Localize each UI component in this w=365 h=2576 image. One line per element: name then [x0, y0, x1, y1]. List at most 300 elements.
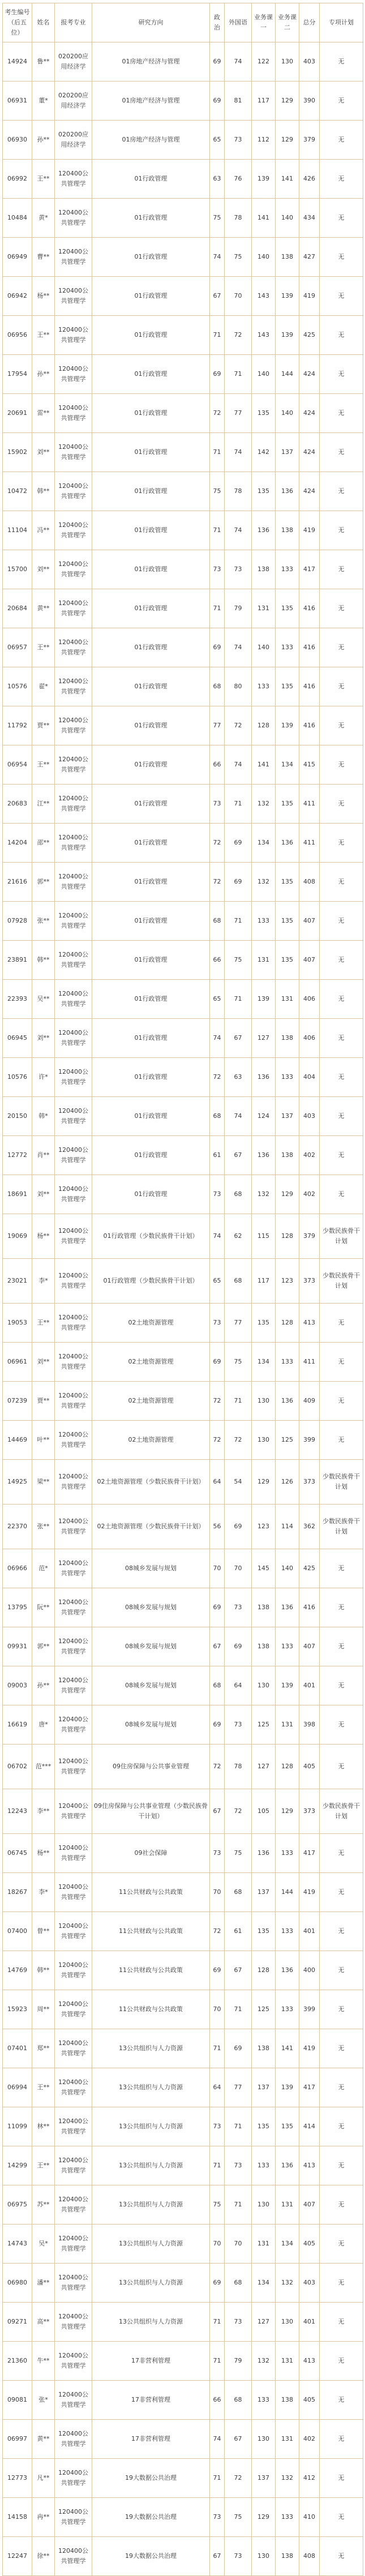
cell-name: 刘**	[32, 1019, 55, 1058]
cell-candidate-id: 20691	[3, 394, 32, 433]
cell-special-plan: 无	[320, 2146, 363, 2185]
cell-politics: 72	[210, 1382, 225, 1421]
cell-subject-2: 135	[276, 941, 299, 980]
cell-major: 120400公共管理学	[55, 550, 92, 589]
cell-name: 阮**	[32, 1588, 55, 1627]
cell-total: 401	[299, 2303, 320, 2342]
cell-foreign-language: 75	[225, 238, 252, 277]
cell-subject-1: 135	[252, 2107, 276, 2146]
cell-candidate-id: 06997	[3, 2420, 32, 2459]
table-row	[3, 82, 363, 121]
cell-politics: 65	[210, 1259, 225, 1304]
cell-total: 398	[299, 1705, 320, 1745]
cell-special-plan: 无	[320, 2498, 363, 2537]
cell-subject-2: 133	[276, 550, 299, 589]
cell-subject-2: 136	[276, 1588, 299, 1627]
cell-subject-1: 132	[252, 1175, 276, 1214]
cell-subject-2: 131	[276, 2342, 299, 2381]
cell-research-direction: 11公共财政与公共政策	[92, 1951, 210, 1990]
header-subject-1: 业务课一	[252, 3, 276, 42]
cell-subject-1: 136	[252, 1058, 276, 1097]
cell-major: 120400公共管理学	[55, 2498, 92, 2537]
cell-subject-2: 131	[276, 2420, 299, 2459]
table-row	[3, 1136, 363, 1175]
table-row	[3, 2146, 363, 2185]
cell-total: 416	[299, 628, 320, 667]
cell-politics: 68	[210, 1097, 225, 1136]
cell-major: 120400公共管理学	[55, 1382, 92, 1421]
cell-major: 120400公共管理学	[55, 785, 92, 824]
cell-total: 417	[299, 2068, 320, 2107]
cell-foreign-language: 74	[225, 628, 252, 667]
table-row	[3, 2498, 363, 2537]
cell-candidate-id: 15700	[3, 550, 32, 589]
table-row	[3, 1304, 363, 1343]
cell-politics: 73	[210, 1175, 225, 1214]
cell-name: 潘**	[32, 2264, 55, 2303]
cell-name: 郭**	[32, 863, 55, 902]
cell-foreign-language: 70	[225, 277, 252, 316]
cell-research-direction: 01行政管理	[92, 785, 210, 824]
table-row	[3, 980, 363, 1019]
cell-subject-2: 130	[276, 2303, 299, 2342]
cell-foreign-language: 67	[225, 2420, 252, 2459]
cell-special-plan: 无	[320, 980, 363, 1019]
cell-special-plan: 无	[320, 824, 363, 863]
cell-foreign-language: 70	[225, 1549, 252, 1588]
table-row	[3, 1343, 363, 1382]
cell-subject-2: 132	[276, 2459, 299, 2498]
cell-research-direction: 13公共组织与人力资源	[92, 2068, 210, 2107]
cell-major: 120400公共管理学	[55, 1214, 92, 1259]
cell-name: 唐*	[32, 1705, 55, 1745]
table-row	[3, 121, 363, 160]
cell-candidate-id: 06745	[3, 1834, 32, 1873]
cell-foreign-language: 78	[225, 1745, 252, 1789]
cell-major: 120400公共管理学	[55, 2303, 92, 2342]
cell-name: 王**	[32, 2146, 55, 2185]
cell-subject-2: 136	[276, 472, 299, 511]
cell-name: 许*	[32, 1058, 55, 1097]
cell-major: 120400公共管理学	[55, 1745, 92, 1789]
cell-subject-1: 128	[252, 1951, 276, 1990]
cell-name: 张**	[32, 902, 55, 941]
cell-name: 杨**	[32, 277, 55, 316]
cell-subject-1: 127	[252, 2303, 276, 2342]
table-row	[3, 1058, 363, 1097]
cell-candidate-id: 10484	[3, 199, 32, 238]
cell-total: 416	[299, 667, 320, 706]
cell-major: 120400公共管理学	[55, 199, 92, 238]
cell-politics: 71	[210, 316, 225, 355]
cell-name: 邵**	[32, 824, 55, 863]
cell-foreign-language: 69	[225, 2029, 252, 2068]
cell-name: 范*	[32, 1549, 55, 1588]
cell-subject-2: 141	[276, 160, 299, 199]
cell-subject-2: 138	[276, 1136, 299, 1175]
header-foreign-language: 外国语	[225, 3, 252, 42]
cell-research-direction: 02土地资源管理	[92, 1421, 210, 1460]
cell-subject-1: 135	[252, 472, 276, 511]
cell-candidate-id: 06961	[3, 1343, 32, 1382]
cell-research-direction: 01行政管理	[92, 394, 210, 433]
cell-subject-2: 133	[276, 1343, 299, 1382]
cell-major: 120400公共管理学	[55, 1175, 92, 1214]
cell-total: 399	[299, 1421, 320, 1460]
cell-subject-1: 117	[252, 1259, 276, 1304]
cell-research-direction: 13公共组织与人力资源	[92, 2224, 210, 2264]
cell-total: 399	[299, 1990, 320, 2029]
cell-major: 120400公共管理学	[55, 1666, 92, 1705]
cell-major: 120400公共管理学	[55, 2342, 92, 2381]
cell-subject-2: 136	[276, 1951, 299, 1990]
cell-major: 120400公共管理学	[55, 1627, 92, 1666]
cell-total: 402	[299, 1175, 320, 1214]
cell-foreign-language: 71	[225, 1382, 252, 1421]
cell-subject-2: 138	[276, 2381, 299, 2420]
cell-major: 120400公共管理学	[55, 2185, 92, 2224]
cell-subject-2: 139	[276, 277, 299, 316]
cell-name: 雷**	[32, 394, 55, 433]
cell-research-direction: 11公共财政与公共政策	[92, 1912, 210, 1951]
cell-special-plan: 少数民族骨干计划	[320, 1214, 363, 1259]
cell-special-plan: 无	[320, 1382, 363, 1421]
cell-total: 409	[299, 1382, 320, 1421]
cell-politics: 69	[210, 1705, 225, 1745]
cell-special-plan: 无	[320, 2537, 363, 2576]
cell-subject-2: 133	[276, 628, 299, 667]
cell-foreign-language: 67	[225, 1019, 252, 1058]
cell-research-direction: 01行政管理	[92, 706, 210, 745]
cell-subject-2: 136	[276, 2146, 299, 2185]
cell-total: 424	[299, 355, 320, 394]
cell-total: 403	[299, 2264, 320, 2303]
cell-politics: 72	[210, 863, 225, 902]
cell-subject-2: 130	[276, 42, 299, 82]
table-row	[3, 316, 363, 355]
cell-name: 范***	[32, 1745, 55, 1789]
cell-special-plan: 无	[320, 2029, 363, 2068]
cell-special-plan: 无	[320, 745, 363, 785]
cell-politics: 69	[210, 1951, 225, 1990]
cell-special-plan: 无	[320, 667, 363, 706]
cell-research-direction: 13公共组织与人力资源	[92, 2303, 210, 2342]
cell-major: 120400公共管理学	[55, 1097, 92, 1136]
cell-subject-1: 132	[252, 785, 276, 824]
cell-total: 434	[299, 199, 320, 238]
cell-research-direction: 01行政管理	[92, 472, 210, 511]
cell-subject-1: 123	[252, 1505, 276, 1549]
cell-subject-1: 130	[252, 1421, 276, 1460]
cell-politics: 74	[210, 2420, 225, 2459]
table-row	[3, 2185, 363, 2224]
cell-subject-1: 138	[252, 550, 276, 589]
cell-name: 翟*	[32, 667, 55, 706]
cell-major: 120400公共管理学	[55, 2146, 92, 2185]
cell-name: 王**	[32, 316, 55, 355]
cell-major: 120400公共管理学	[55, 277, 92, 316]
cell-name: 杨**	[32, 1834, 55, 1873]
cell-major: 120400公共管理学	[55, 863, 92, 902]
cell-politics: 77	[210, 706, 225, 745]
cell-major: 120400公共管理学	[55, 1789, 92, 1834]
cell-special-plan: 无	[320, 2420, 363, 2459]
cell-name: 黄**	[32, 2420, 55, 2459]
cell-major: 120400公共管理学	[55, 1505, 92, 1549]
cell-foreign-language: 75	[225, 1343, 252, 1382]
cell-name: 刘**	[32, 433, 55, 472]
cell-subject-2: 136	[276, 824, 299, 863]
cell-major: 120400公共管理学	[55, 1304, 92, 1343]
cell-subject-2: 135	[276, 667, 299, 706]
table-row	[3, 706, 363, 745]
cell-subject-1: 130	[252, 1666, 276, 1705]
cell-foreign-language: 78	[225, 472, 252, 511]
cell-special-plan: 无	[320, 238, 363, 277]
cell-politics: 69	[210, 355, 225, 394]
cell-research-direction: 01行政管理	[92, 238, 210, 277]
table-row	[3, 1873, 363, 1912]
cell-candidate-id: 18691	[3, 1175, 32, 1214]
cell-subject-1: 138	[252, 1627, 276, 1666]
table-row	[3, 824, 363, 863]
cell-subject-2: 139	[276, 1666, 299, 1705]
cell-special-plan: 无	[320, 1421, 363, 1460]
table-row	[3, 1666, 363, 1705]
cell-special-plan: 无	[320, 472, 363, 511]
cell-subject-1: 125	[252, 1705, 276, 1745]
cell-major: 120400公共管理学	[55, 628, 92, 667]
cell-major: 120400公共管理学	[55, 2381, 92, 2420]
cell-candidate-id: 13795	[3, 1588, 32, 1627]
cell-foreign-language: 73	[225, 2146, 252, 2185]
cell-politics: 75	[210, 2185, 225, 2224]
cell-politics: 64	[210, 1460, 225, 1505]
cell-subject-1: 131	[252, 589, 276, 628]
cell-total: 362	[299, 1505, 320, 1549]
cell-foreign-language: 75	[225, 2498, 252, 2537]
cell-foreign-language: 73	[225, 2303, 252, 2342]
cell-candidate-id: 06702	[3, 1745, 32, 1789]
cell-major: 120400公共管理学	[55, 1990, 92, 2029]
cell-name: 王**	[32, 628, 55, 667]
cell-subject-2: 135	[276, 902, 299, 941]
cell-foreign-language: 62	[225, 1214, 252, 1259]
cell-subject-2: 129	[276, 1789, 299, 1834]
cell-foreign-language: 75	[225, 1834, 252, 1873]
table-row	[3, 1019, 363, 1058]
cell-name: 周**	[32, 1990, 55, 2029]
cell-research-direction: 02土地资源管理	[92, 1343, 210, 1382]
cell-name: 贾**	[32, 706, 55, 745]
cell-special-plan: 无	[320, 42, 363, 82]
cell-research-direction: 17非营利管理	[92, 2420, 210, 2459]
cell-politics: 71	[210, 2303, 225, 2342]
cell-research-direction: 01行政管理	[92, 1175, 210, 1214]
cell-research-direction: 01行政管理	[92, 745, 210, 785]
cell-subject-1: 132	[252, 863, 276, 902]
cell-foreign-language: 69	[225, 863, 252, 902]
cell-total: 412	[299, 2459, 320, 2498]
table-row	[3, 511, 363, 550]
cell-foreign-language: 68	[225, 2264, 252, 2303]
cell-major: 120400公共管理学	[55, 472, 92, 511]
cell-major: 120400公共管理学	[55, 902, 92, 941]
cell-candidate-id: 07239	[3, 1382, 32, 1421]
cell-subject-2: 125	[276, 1421, 299, 1460]
cell-subject-2: 134	[276, 2224, 299, 2264]
cell-total: 424	[299, 433, 320, 472]
cell-name: 冉**	[32, 2498, 55, 2537]
cell-special-plan: 无	[320, 121, 363, 160]
cell-politics: 66	[210, 745, 225, 785]
cell-total: 425	[299, 1549, 320, 1588]
cell-major: 120400公共管理学	[55, 1058, 92, 1097]
cell-research-direction: 01行政管理	[92, 355, 210, 394]
cell-major: 120400公共管理学	[55, 511, 92, 550]
cell-politics: 61	[210, 1136, 225, 1175]
cell-research-direction: 02土地资源管理（少数民族骨干计划）	[92, 1505, 210, 1549]
cell-research-direction: 01行政管理	[92, 980, 210, 1019]
cell-subject-1: 130	[252, 1382, 276, 1421]
cell-total: 405	[299, 2381, 320, 2420]
cell-candidate-id: 11792	[3, 706, 32, 745]
cell-total: 416	[299, 1588, 320, 1627]
cell-total: 407	[299, 1627, 320, 1666]
cell-subject-1: 127	[252, 1019, 276, 1058]
table-row	[3, 1259, 363, 1304]
cell-major: 120400公共管理学	[55, 1873, 92, 1912]
header-politics: 政治	[210, 3, 225, 42]
table-row	[3, 2342, 363, 2381]
cell-special-plan: 无	[320, 1912, 363, 1951]
cell-subject-2: 144	[276, 1873, 299, 1912]
cell-politics: 63	[210, 160, 225, 199]
cell-research-direction: 19大数据公共治理	[92, 2537, 210, 2576]
cell-special-plan: 无	[320, 706, 363, 745]
cell-candidate-id: 06994	[3, 2068, 32, 2107]
cell-candidate-id: 10576	[3, 667, 32, 706]
cell-major: 120400公共管理学	[55, 238, 92, 277]
table-row	[3, 1549, 363, 1588]
cell-research-direction: 01行政管理	[92, 511, 210, 550]
cell-subject-1: 138	[252, 2029, 276, 2068]
cell-special-plan: 无	[320, 628, 363, 667]
cell-research-direction: 13公共组织与人力资源	[92, 2029, 210, 2068]
cell-major: 120400公共管理学	[55, 941, 92, 980]
cell-politics: 72	[210, 1912, 225, 1951]
cell-name: 吴*	[32, 2224, 55, 2264]
cell-foreign-language: 73	[225, 1588, 252, 1627]
table-row	[3, 1705, 363, 1745]
cell-subject-1: 133	[252, 2146, 276, 2185]
cell-politics: 68	[210, 667, 225, 706]
cell-politics: 65	[210, 121, 225, 160]
table-row	[3, 863, 363, 902]
cell-major: 120400公共管理学	[55, 2068, 92, 2107]
cell-candidate-id: 11099	[3, 2107, 32, 2146]
cell-special-plan: 无	[320, 589, 363, 628]
cell-politics: 56	[210, 1505, 225, 1549]
cell-subject-2: 131	[276, 980, 299, 1019]
cell-politics: 73	[210, 1834, 225, 1873]
cell-candidate-id: 06949	[3, 238, 32, 277]
cell-research-direction: 01行政管理	[92, 1019, 210, 1058]
cell-politics: 67	[210, 277, 225, 316]
cell-subject-2: 139	[276, 316, 299, 355]
cell-research-direction: 09社会保障	[92, 1834, 210, 1873]
header-special-plan: 专项计划	[320, 3, 363, 42]
cell-total: 419	[299, 2029, 320, 2068]
cell-subject-1: 136	[252, 1136, 276, 1175]
cell-name: 苏**	[32, 2185, 55, 2224]
cell-special-plan: 无	[320, 2107, 363, 2146]
cell-major: 120400公共管理学	[55, 1343, 92, 1382]
cell-politics: 67	[210, 2537, 225, 2576]
cell-candidate-id: 19069	[3, 1214, 32, 1259]
cell-candidate-id: 06975	[3, 2185, 32, 2224]
cell-research-direction: 09住房保障与公共事业管理	[92, 1745, 210, 1789]
cell-subject-2: 129	[276, 1175, 299, 1214]
cell-candidate-id: 12247	[3, 2537, 32, 2576]
table-row	[3, 745, 363, 785]
cell-total: 419	[299, 511, 320, 550]
cell-research-direction: 01行政管理	[92, 863, 210, 902]
cell-candidate-id: 06931	[3, 82, 32, 121]
cell-candidate-id: 15923	[3, 1990, 32, 2029]
cell-name: 杨**	[32, 1214, 55, 1259]
table-row	[3, 785, 363, 824]
cell-total: 415	[299, 745, 320, 785]
header-research-direction: 研究方向	[92, 3, 210, 42]
header-candidate-id: 考生编号（后五位）	[3, 3, 32, 42]
cell-total: 425	[299, 316, 320, 355]
cell-name: 牛**	[32, 2342, 55, 2381]
cell-research-direction: 01行政管理	[92, 199, 210, 238]
cell-major: 120400公共管理学	[55, 1951, 92, 1990]
cell-subject-1: 143	[252, 316, 276, 355]
cell-name: 高**	[32, 2303, 55, 2342]
cell-subject-2: 131	[276, 1705, 299, 1745]
table-row	[3, 589, 363, 628]
cell-research-direction: 01行政管理	[92, 628, 210, 667]
table-row	[3, 2303, 363, 2342]
cell-research-direction: 08城乡发展与规划	[92, 1666, 210, 1705]
cell-subject-1: 140	[252, 355, 276, 394]
table-row	[3, 2459, 363, 2498]
cell-foreign-language: 69	[225, 824, 252, 863]
cell-research-direction: 01行政管理（少数民族骨干计划）	[92, 1214, 210, 1259]
cell-foreign-language: 73	[225, 121, 252, 160]
cell-name: 孙**	[32, 1666, 55, 1705]
cell-major: 120400公共管理学	[55, 2420, 92, 2459]
table-row	[3, 2068, 363, 2107]
cell-major: 120400公共管理学	[55, 2107, 92, 2146]
cell-special-plan: 少数民族骨干计划	[320, 1460, 363, 1505]
cell-candidate-id: 06992	[3, 160, 32, 199]
table-row	[3, 42, 363, 82]
cell-politics: 72	[210, 1745, 225, 1789]
cell-subject-1: 122	[252, 42, 276, 82]
cell-subject-2: 126	[276, 1460, 299, 1505]
cell-major: 120400公共管理学	[55, 980, 92, 1019]
cell-research-direction: 11公共财政与公共政策	[92, 1990, 210, 2029]
cell-subject-1: 130	[252, 2185, 276, 2224]
cell-candidate-id: 20684	[3, 589, 32, 628]
cell-research-direction: 09住房保障与公共事业管理（少数民族骨干计划）	[92, 1789, 210, 1834]
cell-research-direction: 01行政管理	[92, 941, 210, 980]
cell-subject-1: 129	[252, 2498, 276, 2537]
